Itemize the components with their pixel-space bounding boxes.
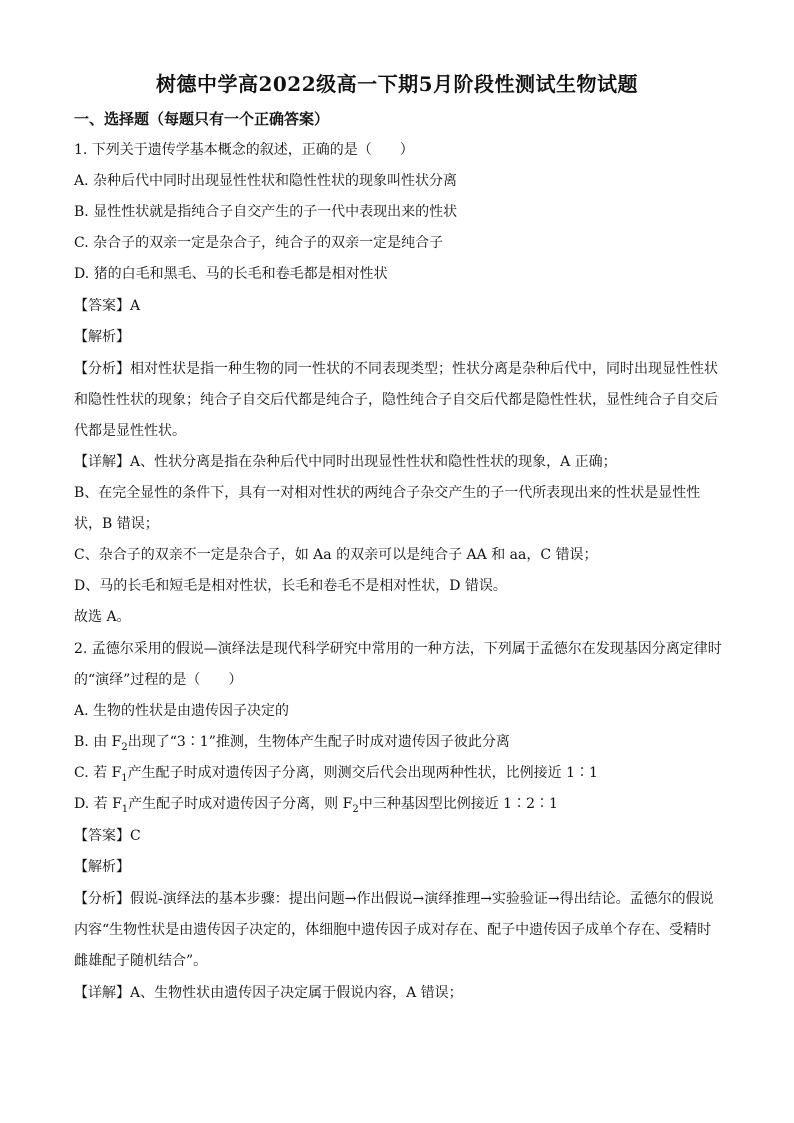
- question-1-stem: 1. 下列关于遗传学基本概念的叙述，正确的是（ ）: [74, 142, 414, 158]
- question-2-option-c: C. 若 $F_1$产生配子时成对遗传因子分离，则测交后代会出现两种性状，比例接近 1∶1: [74, 765, 598, 784]
- question-2-analysis-line: 雌雄配子随机结合”。: [74, 953, 208, 969]
- question-2-option-b: B. 由 $F_2$出现了“3∶1”推测，生物体产生配子时成对遗传因子彼此分离: [74, 734, 510, 753]
- section-heading: 一、选择题（每题只有一个正确答案）: [74, 110, 330, 128]
- question-2-answer: 【答案】C: [74, 828, 141, 844]
- question-1-analysis-line: 和隐性性状的现象；纯合子自交后代都是纯合子，隐性纯合子自交后代都是隐性性状，显性纯合子自交后: [74, 392, 718, 408]
- question-1-jiexi-label: 【解析】: [74, 329, 130, 345]
- question-2-stem: 2. 孟德尔采用的假说—演绎法是现代科学研究中常用的一种方法，下列属于孟德尔在发现基因分离定律时: [74, 641, 722, 657]
- page-title: 树德中学高2022级高一下期5月阶段性测试生物试题: [155, 72, 639, 96]
- question-1-detail-line: D、马的长毛和短毛是相对性状，长毛和卷毛不是相对性状，D 错误。: [74, 578, 507, 594]
- question-2-stem: 的“演绎”过程的是（ ）: [74, 672, 243, 688]
- question-2-analysis-line: 内容“生物性状是由遗传因子决定的，体细胞中遗传因子成对存在、配子中遗传因子成单个存在、受精时: [74, 922, 712, 938]
- question-2-jiexi-label: 【解析】: [74, 859, 130, 875]
- question-1-option-c: C. 杂合子的双亲一定是杂合子，纯合子的双亲一定是纯合子: [74, 235, 444, 251]
- question-1-option-d: D. 猪的白毛和黑毛、马的长毛和卷毛都是相对性状: [74, 266, 388, 282]
- question-1-conclusion: 故选 A。: [74, 609, 131, 625]
- question-1-analysis-line: 代都是显性性状。: [74, 423, 186, 439]
- question-1-detail-line: C、杂合子的双亲不一定是杂合子，如 Aa 的双亲可以是纯合子 AA 和 aa，C 错误；: [74, 547, 598, 563]
- question-1-option-b: B. 显性性状就是指纯合子自交产生的子一代中表现出来的性状: [74, 204, 458, 220]
- question-2-detail-line: 【详解】A、生物性状由遗传因子决定属于假说内容，A 错误；: [74, 985, 463, 1001]
- question-2-option-d: D. 若 $F_1$产生配子时成对遗传因子分离，则 $F_2$中三种基因型比例接近 1∶2∶1: [74, 796, 558, 815]
- question-2-option-a: A. 生物的性状是由遗传因子决定的: [74, 703, 290, 719]
- question-1-option-a: A. 杂种后代中同时出现显性性状和隐性性状的现象叫性状分离: [74, 173, 458, 189]
- question-1-analysis-line: 【分析】相对性状是指一种生物的同一性状的不同表现类型；性状分离是杂种后代中，同时出现显性性状: [74, 361, 718, 377]
- question-1-detail-line: 状，B 错误；: [74, 516, 159, 532]
- question-1-detail-line: B、在完全显性的条件下，具有一对相对性状的两纯合子杂交产生的子一代所表现出来的性状是显性性: [74, 485, 701, 501]
- question-1-detail-line: 【详解】A、性状分离是指在杂种后代中同时出现显性性状和隐性性状的现象，A 正确；: [74, 454, 617, 470]
- question-2-analysis-line: 【分析】假说-演绎法的基本步骤：提出问题→作出假说→演绎推理→实验验证→得出结论。孟德尔的假说: [74, 891, 714, 907]
- question-1-answer: 【答案】A: [74, 298, 141, 314]
